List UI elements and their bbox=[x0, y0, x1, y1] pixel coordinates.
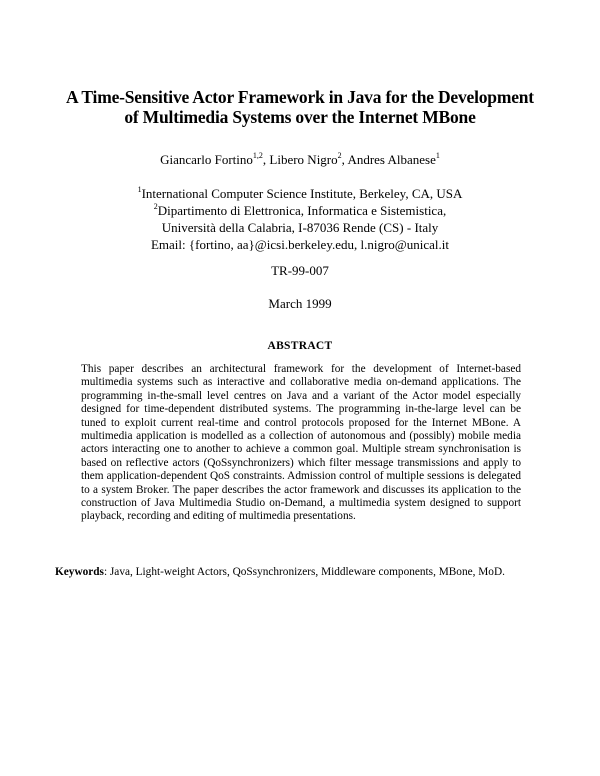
affiliation-1 bbox=[40, 185, 560, 202]
author-name: Giancarlo Fortino bbox=[160, 152, 253, 167]
title-line-1: A Time-Sensitive Actor Framework in Java for the Development bbox=[66, 87, 534, 107]
author-name: Andres Albanese bbox=[347, 152, 436, 167]
keywords-text: : Java, Light-weight Actors, QoSsynchronizers, Middleware components, MBone, MoD. bbox=[103, 566, 505, 578]
affiliation-text: Dipartimento di Elettronica, Informatica e Sistemistica, bbox=[157, 203, 447, 218]
keywords-label: Keywords bbox=[55, 566, 104, 578]
affiliation-2-cont: Università della Calabria, I-87036 Rende (CS) - Italy bbox=[161, 220, 439, 235]
affiliation-marker: 2 bbox=[153, 202, 158, 211]
affiliation-text: International Computer Science Institute, Berkeley, CA, USA bbox=[141, 186, 463, 201]
title-line-2: of Multimedia Systems over the Internet MBone bbox=[124, 107, 476, 127]
keywords-line bbox=[55, 565, 555, 579]
author-affiliation-marker: 1 bbox=[435, 151, 440, 160]
author-affiliation-marker: 2 bbox=[337, 151, 342, 160]
affiliation-marker: 1 bbox=[137, 185, 142, 194]
author-affiliation-marker: 1,2 bbox=[252, 151, 263, 160]
abstract-text: This paper describes an architectural framework for the development of Internet-based multimedia systems such as interactive and collaborative media on-demand applications. The programming in-the-small level centres on Java and a variant of the Actor model especially designed for time-dependent distributed systems. The programming in-the-large level can be tuned to exploit current real-time and control protocols proposed for the Internet MBone. A multimedia application is modelled as a collection of autonomous and (possibly) mobile media actors interacting one to another to achieve a common goal. Multiple stream synchronisation is based on reflective actors (QoSsynchronizers) which filter message transmissions and apply to them application-dependent QoS constraints. Admission control of multiple sessions is delegated to a system Broker. The paper describes the actor framework and discusses its application to the construction of Java Multimedia Studio on-Demand, a multimedia system designed to support playback, recording and editing of multimedia presentations. bbox=[81, 363, 521, 523]
contact-email: Email: {fortino, aa}@icsi.berkeley.edu, l.nigro@unical.it bbox=[150, 237, 450, 252]
report-date: March 1999 bbox=[268, 296, 332, 311]
author-name: Libero Nigro bbox=[269, 152, 338, 167]
paper-title bbox=[40, 87, 560, 127]
abstract-heading: ABSTRACT bbox=[267, 340, 333, 352]
report-number: TR-99-007 bbox=[271, 263, 329, 278]
author-separator: , bbox=[341, 152, 348, 167]
affiliations bbox=[40, 185, 560, 253]
affiliation-2 bbox=[40, 202, 560, 219]
author-separator: , bbox=[262, 152, 270, 167]
author-list bbox=[40, 152, 560, 168]
